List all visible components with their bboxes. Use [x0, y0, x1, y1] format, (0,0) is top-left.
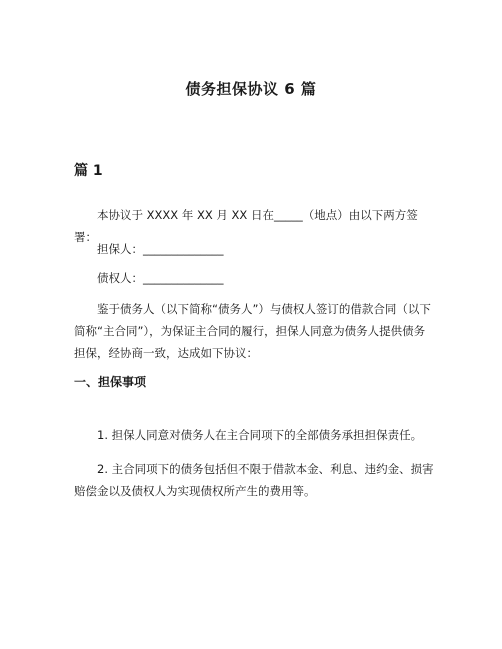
clause-item-2: 2. 主合同项下的债务包括但不限于借款本金、利息、违约金、损害赔偿金以及债权人为实现债权所产生的费用等。 — [74, 462, 434, 498]
section-heading: 篇 1 — [74, 163, 103, 179]
clause-item-1: 1. 担保人同意对债务人在主合同项下的全部债务承担担保责任。 — [97, 428, 423, 442]
intro-paragraph: 本协议于 XXXX 年 XX 月 XX 日在_____（地点）由以下两方签署： — [74, 208, 418, 244]
creditor-line: 债权人：______________ — [97, 271, 224, 285]
guarantor-line: 担保人：______________ — [97, 242, 224, 256]
document-title: 债务担保协议 6 篇 — [185, 80, 317, 98]
clause-heading: 一、担保事项 — [74, 375, 147, 389]
recital-paragraph: 鉴于债务人（以下简称“债务人”）与债权人签订的借款合同（以下简称“主合同”），为保证主合同的履行，担保人同意为债务人提供债务担保，经协商一致，达成如下协议： — [74, 302, 431, 360]
